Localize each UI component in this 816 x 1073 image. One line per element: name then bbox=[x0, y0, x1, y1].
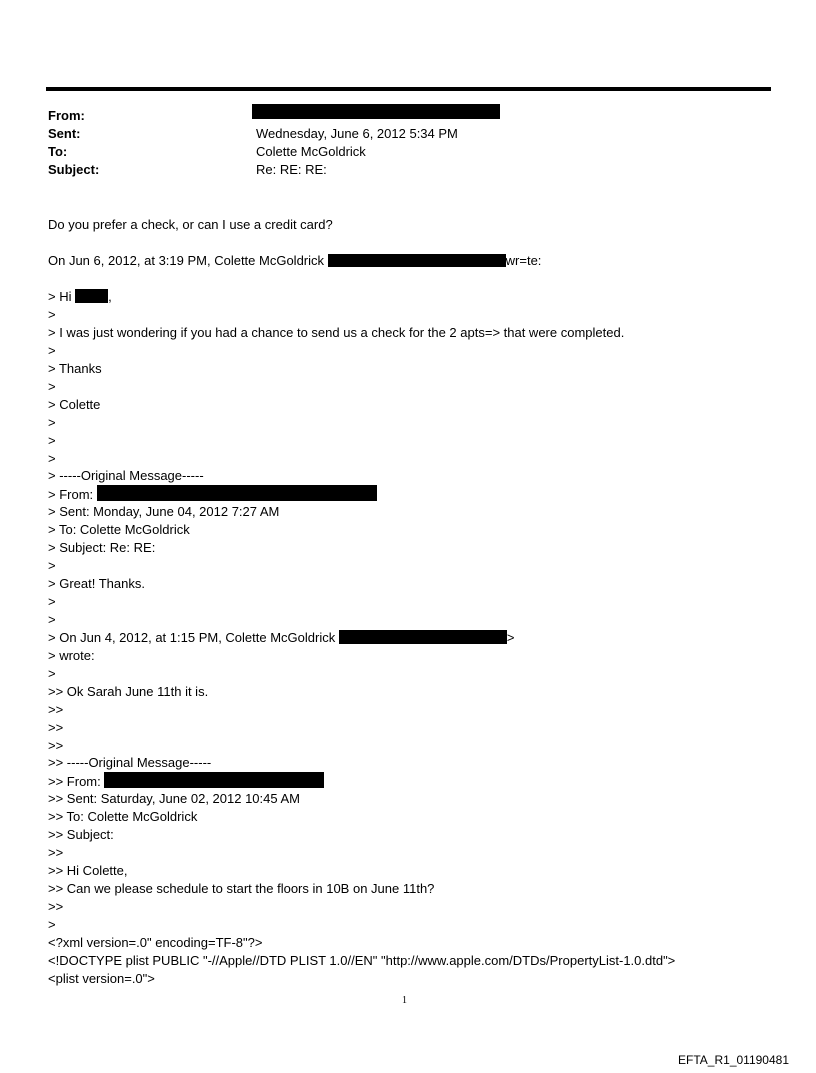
page-number: 1 bbox=[402, 995, 407, 1006]
quote-line: > bbox=[48, 433, 56, 448]
quoted-sent-2: >> Sent: Saturday, June 02, 2012 10:45 AM bbox=[48, 791, 300, 806]
xml-declaration: <?xml version=.0" encoding=TF-8"?> bbox=[48, 935, 263, 950]
redaction-email-1 bbox=[328, 254, 506, 267]
body-wrote: > wrote: bbox=[48, 648, 95, 663]
body-on-jun4 bbox=[48, 629, 514, 647]
on-jun4-text: > On Jun 4, 2012, at 1:15 PM, Colette McGoldrick bbox=[48, 630, 336, 645]
header-divider bbox=[46, 87, 771, 91]
quote-line: > bbox=[48, 343, 56, 358]
quote-line: >> bbox=[48, 738, 64, 753]
from-label: From: bbox=[48, 108, 85, 123]
quote-line: >> bbox=[48, 899, 64, 914]
hi-text: > Hi bbox=[48, 289, 72, 304]
to-label: To: bbox=[48, 144, 68, 159]
quote-line: > bbox=[48, 379, 56, 394]
sent-value: Wednesday, June 6, 2012 5:34 PM bbox=[256, 126, 458, 141]
redaction-name-1 bbox=[75, 289, 108, 303]
from1-label: > From: bbox=[48, 487, 94, 502]
on-jun6-text: On Jun 6, 2012, at 3:19 PM, Colette McGoldrick bbox=[48, 253, 325, 268]
redaction-from bbox=[252, 104, 500, 119]
sent-label: Sent: bbox=[48, 126, 81, 141]
quoted-from-2 bbox=[48, 772, 324, 791]
quote-line: >> bbox=[48, 702, 64, 717]
quote-line: > bbox=[48, 415, 56, 430]
quote-line: > bbox=[48, 594, 56, 609]
quoted-from-1 bbox=[48, 485, 377, 504]
on-jun4-bracket: > bbox=[506, 630, 515, 645]
body-schedule: >> Can we please schedule to start the floors in 10B on June 11th? bbox=[48, 881, 435, 896]
body-question: Do you prefer a check, or can I use a credit card? bbox=[48, 217, 333, 232]
plist-line: <plist version=.0"> bbox=[48, 971, 155, 986]
on-jun6-wrote: wr=te: bbox=[505, 253, 542, 268]
quote-line: > bbox=[48, 666, 56, 681]
redaction-from-1 bbox=[97, 485, 377, 501]
quoted-to-1: > To: Colette McGoldrick bbox=[48, 522, 190, 537]
original-message-1: > -----Original Message----- bbox=[48, 468, 204, 483]
quote-line: > bbox=[48, 558, 56, 573]
subject-label: Subject: bbox=[48, 162, 100, 177]
body-colette: > Colette bbox=[48, 397, 101, 412]
hi-comma: , bbox=[108, 289, 112, 304]
document-id: EFTA_R1_01190481 bbox=[678, 1053, 789, 1067]
from2-label: >> From: bbox=[48, 774, 101, 789]
quoted-subject-2: >> Subject: bbox=[48, 827, 114, 842]
body-hi bbox=[48, 288, 112, 306]
body-on-jun6 bbox=[48, 252, 541, 270]
body-thanks: > Thanks bbox=[48, 361, 102, 376]
subject-value: Re: RE: RE: bbox=[256, 162, 327, 177]
redaction-from-2 bbox=[104, 772, 324, 788]
body-wondering: > I was just wondering if you had a chance to send us a check for the 2 apts=> that were completed. bbox=[48, 325, 625, 340]
quote-line: > bbox=[48, 612, 56, 627]
to-value: Colette McGoldrick bbox=[256, 144, 366, 159]
body-great: > Great! Thanks. bbox=[48, 576, 145, 591]
quote-line: >> bbox=[48, 845, 64, 860]
quoted-subject-1: > Subject: Re: RE: bbox=[48, 540, 156, 555]
quote-line: > bbox=[48, 451, 56, 466]
original-message-2: >> -----Original Message----- bbox=[48, 755, 212, 770]
quoted-to-2: >> To: Colette McGoldrick bbox=[48, 809, 198, 824]
quoted-sent-1: > Sent: Monday, June 04, 2012 7:27 AM bbox=[48, 504, 280, 519]
quote-line: > bbox=[48, 307, 56, 322]
redaction-email-2 bbox=[339, 630, 507, 644]
body-hi-colette: >> Hi Colette, bbox=[48, 863, 128, 878]
quote-line: > bbox=[48, 917, 56, 932]
body-ok: >> Ok Sarah June 11th it is. bbox=[48, 684, 209, 699]
quote-line: >> bbox=[48, 720, 64, 735]
doctype-line: <!DOCTYPE plist PUBLIC "-//Apple//DTD PLIST 1.0//EN" "http://www.apple.com/DTDs/PropertyList-1.0.dtd"> bbox=[48, 953, 676, 968]
